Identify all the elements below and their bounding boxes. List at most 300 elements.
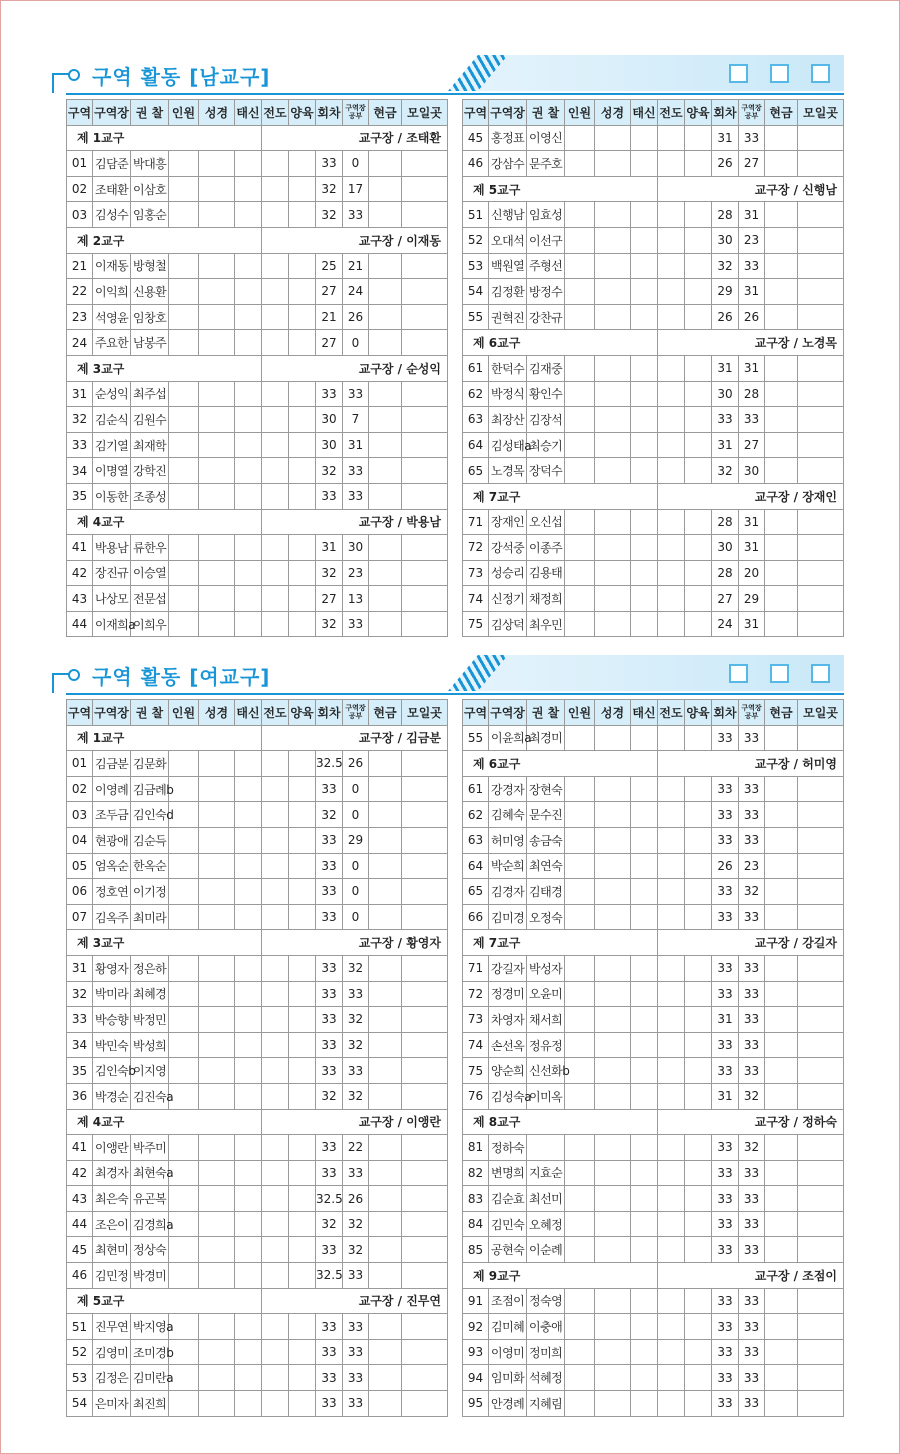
col-gongbu-cell: 26 [739, 304, 765, 330]
col-yangyuk-cell [685, 1083, 712, 1109]
col-jeondo-cell [262, 1339, 289, 1365]
col-yangyuk-cell [289, 1160, 316, 1186]
table-row [463, 1058, 844, 1084]
col-inwon-cell [169, 304, 199, 330]
col-kwonchal-cell: 최주섭 [131, 381, 169, 407]
col-moilgot-cell [402, 304, 448, 330]
col-inwon-cell [169, 981, 199, 1007]
table-row [67, 381, 448, 407]
col-moilgot-cell [402, 827, 448, 853]
col-kwonchal-cell: 유곤복 [131, 1186, 169, 1212]
col-moilgot-cell [402, 1032, 448, 1058]
group-name: 제 3교구 [67, 355, 262, 381]
col-jeondo-header: 전도 [262, 100, 289, 126]
col-guyeok-cell: 82 [463, 1160, 489, 1186]
col-jeondo-cell [262, 1083, 289, 1109]
col-seonggyeong-cell [199, 751, 235, 777]
col-yangyuk-cell [685, 1314, 712, 1340]
col-hoecha-cell: 33 [712, 879, 739, 905]
col-guyeokjang-cell: 이영미 [489, 1339, 527, 1365]
col-taesin-cell [631, 458, 658, 484]
col-gongbu-cell: 32 [343, 1237, 369, 1263]
col-moilgot-header: 모일곳 [402, 100, 448, 126]
col-guyeok-cell: 35 [67, 483, 93, 509]
col-heongeum-header: 현금 [369, 100, 402, 126]
col-seonggyeong-cell [595, 227, 631, 253]
col-jeondo-cell [658, 611, 685, 637]
col-yangyuk-cell [289, 304, 316, 330]
col-taesin-cell [235, 560, 262, 586]
col-jeondo-cell [262, 1058, 289, 1084]
col-moilgot-cell [402, 483, 448, 509]
group-name: 제 6교구 [463, 751, 658, 777]
col-hoecha-cell: 31 [316, 535, 343, 561]
col-moilgot-cell [798, 202, 844, 228]
table-row [463, 955, 844, 981]
col-hoecha-cell: 31 [712, 1007, 739, 1033]
table-row [67, 253, 448, 279]
col-yangyuk-cell [685, 853, 712, 879]
table-row [67, 1083, 448, 1109]
col-yangyuk-cell [289, 279, 316, 305]
col-jeondo-cell [658, 1391, 685, 1417]
col-kwonchal-cell: 오윤미 [527, 981, 565, 1007]
col-yangyuk-cell [685, 1237, 712, 1263]
col-yangyuk-cell [289, 776, 316, 802]
col-kwonchal-header: 권 찰 [527, 700, 565, 726]
group-leader: 교구장 / 정하숙 [658, 1109, 844, 1135]
col-taesin-cell [631, 1314, 658, 1340]
col-inwon-cell [169, 151, 199, 177]
col-gongbu-cell: 33 [343, 1391, 369, 1417]
col-heongeum-cell [369, 1083, 402, 1109]
group-leader: 교구장 / 조태환 [262, 125, 448, 151]
col-kwonchal-cell: 정숙영 [527, 1288, 565, 1314]
col-kwonchal-cell: 방형철 [131, 253, 169, 279]
col-gongbu-cell: 33 [739, 1211, 765, 1237]
col-guyeok-cell: 01 [67, 151, 93, 177]
col-moilgot-cell [798, 432, 844, 458]
col-moilgot-cell [798, 535, 844, 561]
col-gongbu-cell: 27 [739, 151, 765, 177]
col-gongbu-header: 구역장 공부 [739, 700, 765, 726]
table-row [463, 1007, 844, 1033]
col-jeondo-cell [262, 330, 289, 356]
col-inwon-cell [169, 611, 199, 637]
col-heongeum-cell [369, 1007, 402, 1033]
col-yangyuk-cell [685, 304, 712, 330]
table-row [67, 1263, 448, 1289]
col-gongbu-cell: 26 [343, 751, 369, 777]
col-yangyuk-cell [289, 176, 316, 202]
table-row [67, 955, 448, 981]
col-seonggyeong-cell [199, 1263, 235, 1289]
col-hoecha-cell: 26 [712, 304, 739, 330]
col-yangyuk-cell [685, 458, 712, 484]
col-gongbu-cell: 33 [739, 1288, 765, 1314]
col-guyeok-cell: 71 [463, 509, 489, 535]
col-inwon-cell [565, 509, 595, 535]
col-jeondo-cell [658, 1083, 685, 1109]
col-hoecha-cell: 33 [712, 1032, 739, 1058]
group-name: 제 5교구 [463, 176, 658, 202]
col-taesin-cell [631, 1339, 658, 1365]
col-guyeokjang-cell: 조태환 [93, 176, 131, 202]
col-hoecha-cell: 33 [712, 1058, 739, 1084]
col-yangyuk-cell [289, 1058, 316, 1084]
col-guyeokjang-cell: 은미자 [93, 1391, 131, 1417]
col-heongeum-cell [765, 1365, 798, 1391]
col-kwonchal-cell: 이승열 [131, 560, 169, 586]
col-inwon-cell [169, 560, 199, 586]
col-yangyuk-cell [289, 1365, 316, 1391]
col-jeondo-cell [262, 1365, 289, 1391]
header-row [67, 100, 448, 126]
col-jeondo-cell [262, 981, 289, 1007]
col-kwonchal-cell: 최현숙a [131, 1160, 169, 1186]
col-kwonchal-header: 권 찰 [131, 100, 169, 126]
col-guyeokjang-cell: 손선옥 [489, 1032, 527, 1058]
header-bracket [52, 673, 54, 693]
col-heongeum-cell [369, 535, 402, 561]
col-moilgot-cell [402, 1314, 448, 1340]
col-guyeok-cell: 91 [463, 1288, 489, 1314]
col-jeondo-cell [658, 586, 685, 612]
col-taesin-cell [631, 1237, 658, 1263]
col-guyeok-cell: 44 [67, 1211, 93, 1237]
col-jeondo-cell [658, 1211, 685, 1237]
col-taesin-cell [631, 1288, 658, 1314]
col-yangyuk-cell [685, 535, 712, 561]
col-guyeok-cell: 42 [67, 560, 93, 586]
col-kwonchal-cell: 정상숙 [131, 1237, 169, 1263]
col-kwonchal-cell: 방정수 [527, 279, 565, 305]
col-yangyuk-cell [289, 253, 316, 279]
table-row [463, 904, 844, 930]
col-guyeok-cell: 75 [463, 1058, 489, 1084]
col-heongeum-cell [765, 1339, 798, 1365]
col-inwon-cell [169, 1083, 199, 1109]
table-row [67, 776, 448, 802]
col-guyeokjang-cell: 성승리 [489, 560, 527, 586]
col-seonggyeong-cell [199, 1339, 235, 1365]
group-leader: 교구장 / 강길자 [658, 930, 844, 956]
col-seonggyeong-cell [199, 586, 235, 612]
col-inwon-cell [565, 955, 595, 981]
col-heongeum-cell [765, 355, 798, 381]
col-gongbu-cell: 32 [343, 1032, 369, 1058]
group-row [463, 1263, 844, 1289]
col-kwonchal-cell: 이삼호 [131, 176, 169, 202]
col-guyeok-cell: 53 [463, 253, 489, 279]
col-inwon-cell [565, 904, 595, 930]
col-gongbu-header: 구역장 공부 [739, 100, 765, 126]
col-seonggyeong-cell [595, 853, 631, 879]
col-heongeum-cell [765, 407, 798, 433]
col-heongeum-cell [369, 304, 402, 330]
col-inwon-cell [169, 1237, 199, 1263]
col-inwon-cell [565, 981, 595, 1007]
col-jeondo-cell [658, 432, 685, 458]
col-guyeokjang-cell: 허미영 [489, 827, 527, 853]
group-row [463, 483, 844, 509]
group-row [463, 176, 844, 202]
col-kwonchal-cell: 최승기 [527, 432, 565, 458]
col-guyeok-cell: 55 [463, 304, 489, 330]
col-guyeokjang-cell: 이재희a [93, 611, 131, 637]
group-leader: 교구장 / 박용남 [262, 509, 448, 535]
col-moilgot-cell [798, 776, 844, 802]
col-moilgot-cell [402, 330, 448, 356]
col-kwonchal-cell: 김태경 [527, 879, 565, 905]
col-kwonchal-cell: 이지영 [131, 1058, 169, 1084]
col-jeondo-cell [262, 407, 289, 433]
col-inwon-cell [565, 1365, 595, 1391]
section-women [66, 655, 844, 1417]
col-yangyuk-cell [289, 751, 316, 777]
group-leader: 교구장 / 신행남 [658, 176, 844, 202]
col-yangyuk-header: 양육 [289, 700, 316, 726]
col-kwonchal-cell: 임홍순 [131, 202, 169, 228]
col-inwon-cell [565, 1032, 595, 1058]
col-gongbu-cell: 33 [739, 981, 765, 1007]
col-kwonchal-cell: 신용환 [131, 279, 169, 305]
col-yangyuk-cell [685, 125, 712, 151]
col-seonggyeong-cell [595, 1160, 631, 1186]
bullet-icon [68, 669, 80, 681]
table-row [67, 560, 448, 586]
col-heongeum-cell [369, 407, 402, 433]
group-name: 제 2교구 [67, 227, 262, 253]
col-hoecha-cell: 33 [712, 1186, 739, 1212]
col-guyeokjang-cell: 나상모 [93, 586, 131, 612]
col-moilgot-cell [798, 1365, 844, 1391]
col-yangyuk-header: 양육 [685, 100, 712, 126]
table-row [67, 304, 448, 330]
col-inwon-cell [565, 125, 595, 151]
col-moilgot-cell [402, 1135, 448, 1161]
col-heongeum-cell [369, 1339, 402, 1365]
col-guyeok-cell: 65 [463, 879, 489, 905]
table-row [463, 151, 844, 177]
col-gongbu-cell: 31 [739, 355, 765, 381]
col-seonggyeong-cell [199, 151, 235, 177]
col-guyeokjang-cell: 한덕수 [489, 355, 527, 381]
col-seonggyeong-cell [199, 176, 235, 202]
col-gongbu-cell: 0 [343, 330, 369, 356]
col-hoecha-cell: 28 [712, 202, 739, 228]
table-row [463, 1391, 844, 1417]
col-guyeokjang-cell: 홍정표 [489, 125, 527, 151]
col-guyeok-cell: 22 [67, 279, 93, 305]
col-hoecha-cell: 32 [316, 458, 343, 484]
col-inwon-cell [169, 176, 199, 202]
col-inwon-cell [565, 879, 595, 905]
col-hoecha-cell: 33 [712, 1339, 739, 1365]
col-yangyuk-cell [685, 1160, 712, 1186]
col-yangyuk-cell [685, 151, 712, 177]
col-hoecha-cell: 33 [712, 407, 739, 433]
table-row [463, 1083, 844, 1109]
col-moilgot-cell [402, 879, 448, 905]
col-seonggyeong-cell [199, 407, 235, 433]
col-hoecha-cell: 21 [316, 304, 343, 330]
col-taesin-cell [235, 1237, 262, 1263]
col-moilgot-cell [798, 151, 844, 177]
col-jeondo-cell [658, 1007, 685, 1033]
table-row [463, 253, 844, 279]
col-inwon-cell [565, 279, 595, 305]
col-heongeum-cell [765, 955, 798, 981]
col-moilgot-cell [798, 355, 844, 381]
square-icon [811, 64, 830, 83]
col-moilgot-cell [402, 535, 448, 561]
col-jeondo-cell [658, 560, 685, 586]
col-kwonchal-cell: 장덕수 [527, 458, 565, 484]
col-seonggyeong-cell [595, 827, 631, 853]
col-hoecha-cell: 33 [316, 1339, 343, 1365]
col-gongbu-cell: 31 [739, 202, 765, 228]
square-icon [770, 664, 789, 683]
table-row [463, 1186, 844, 1212]
col-inwon-cell [565, 535, 595, 561]
col-inwon-header: 인원 [565, 100, 595, 126]
col-hoecha-cell: 33 [316, 904, 343, 930]
table-row [67, 1391, 448, 1417]
col-jeondo-cell [658, 1339, 685, 1365]
col-kwonchal-cell: 박경미 [131, 1263, 169, 1289]
col-taesin-cell [631, 1186, 658, 1212]
col-yangyuk-cell [289, 827, 316, 853]
col-yangyuk-header: 양육 [685, 700, 712, 726]
col-kwonchal-cell: 김인숙d [131, 802, 169, 828]
table-row [67, 1211, 448, 1237]
col-heongeum-cell [369, 1135, 402, 1161]
table-row [463, 1339, 844, 1365]
col-gongbu-cell: 33 [343, 458, 369, 484]
col-heongeum-header: 현금 [765, 700, 798, 726]
col-hoecha-cell: 27 [316, 279, 343, 305]
col-guyeok-cell: 55 [463, 725, 489, 751]
col-kwonchal-cell: 김경희a [131, 1211, 169, 1237]
col-moilgot-cell [402, 802, 448, 828]
table-row [463, 355, 844, 381]
col-taesin-header: 태신 [631, 100, 658, 126]
table-row [67, 330, 448, 356]
col-gongbu-cell: 0 [343, 904, 369, 930]
col-heongeum-cell [765, 1186, 798, 1212]
col-jeondo-cell [262, 1314, 289, 1340]
col-inwon-cell [565, 1160, 595, 1186]
col-hoecha-cell: 33 [316, 381, 343, 407]
col-gongbu-cell: 13 [343, 586, 369, 612]
table-row [67, 202, 448, 228]
col-guyeokjang-cell: 변명희 [489, 1160, 527, 1186]
table-row [67, 802, 448, 828]
col-inwon-cell [169, 202, 199, 228]
col-taesin-cell [235, 1032, 262, 1058]
col-heongeum-cell [369, 776, 402, 802]
col-gongbu-cell: 33 [343, 1365, 369, 1391]
col-jeondo-cell [658, 1032, 685, 1058]
col-yangyuk-cell [685, 1211, 712, 1237]
col-jeondo-cell [658, 202, 685, 228]
col-seonggyeong-cell [595, 1237, 631, 1263]
col-jeondo-cell [262, 586, 289, 612]
col-guyeokjang-cell: 조은이 [93, 1211, 131, 1237]
col-heongeum-cell [765, 1391, 798, 1417]
col-yangyuk-cell [289, 1263, 316, 1289]
col-inwon-cell [169, 1160, 199, 1186]
col-taesin-cell [631, 981, 658, 1007]
col-seonggyeong-cell [595, 611, 631, 637]
col-moilgot-cell [402, 981, 448, 1007]
col-hoecha-cell: 32.5 [316, 751, 343, 777]
col-jeondo-cell [262, 176, 289, 202]
col-yangyuk-cell [289, 1391, 316, 1417]
col-guyeokjang-cell: 최현미 [93, 1237, 131, 1263]
table-row [67, 611, 448, 637]
col-hoecha-cell: 33 [712, 1288, 739, 1314]
col-hoecha-cell: 33 [712, 955, 739, 981]
col-gongbu-cell: 27 [739, 432, 765, 458]
col-hoecha-cell: 32 [316, 176, 343, 202]
section-title: 구역 활동 [남교구] [92, 65, 271, 89]
col-taesin-cell [235, 381, 262, 407]
col-inwon-cell [169, 407, 199, 433]
col-moilgot-header: 모일곳 [798, 100, 844, 126]
col-gongbu-cell: 23 [739, 227, 765, 253]
col-seonggyeong-cell [199, 1007, 235, 1033]
col-jeondo-cell [658, 151, 685, 177]
col-jeondo-cell [262, 432, 289, 458]
table-row [463, 304, 844, 330]
col-yangyuk-cell [289, 1211, 316, 1237]
col-taesin-cell [631, 879, 658, 905]
col-taesin-cell [631, 904, 658, 930]
col-guyeokjang-cell: 신정기 [489, 586, 527, 612]
col-seonggyeong-cell [199, 1083, 235, 1109]
col-gongbu-cell: 33 [739, 1058, 765, 1084]
col-guyeokjang-cell: 김순효 [489, 1186, 527, 1212]
col-gongbu-cell: 33 [343, 981, 369, 1007]
col-inwon-cell [169, 955, 199, 981]
col-seonggyeong-cell [595, 955, 631, 981]
col-taesin-cell [235, 253, 262, 279]
col-jeondo-header: 전도 [658, 700, 685, 726]
col-inwon-cell [565, 1314, 595, 1340]
col-yangyuk-cell [289, 611, 316, 637]
col-guyeok-cell: 44 [67, 611, 93, 637]
col-hoecha-cell: 28 [712, 560, 739, 586]
col-yangyuk-cell [685, 776, 712, 802]
col-guyeok-cell: 34 [67, 1032, 93, 1058]
col-kwonchal-cell [527, 1135, 565, 1161]
col-guyeok-cell: 65 [463, 458, 489, 484]
col-jeondo-cell [262, 151, 289, 177]
col-kwonchal-cell: 최진희 [131, 1391, 169, 1417]
col-seonggyeong-cell [595, 1339, 631, 1365]
col-gongbu-cell: 0 [343, 879, 369, 905]
col-inwon-cell [169, 586, 199, 612]
col-seonggyeong-cell [595, 355, 631, 381]
col-heongeum-cell [765, 776, 798, 802]
col-yangyuk-cell [685, 955, 712, 981]
col-kwonchal-cell: 장현숙 [527, 776, 565, 802]
col-yangyuk-header: 양육 [289, 100, 316, 126]
col-jeondo-cell [262, 560, 289, 586]
col-gongbu-header: 구역장 공부 [343, 100, 369, 126]
